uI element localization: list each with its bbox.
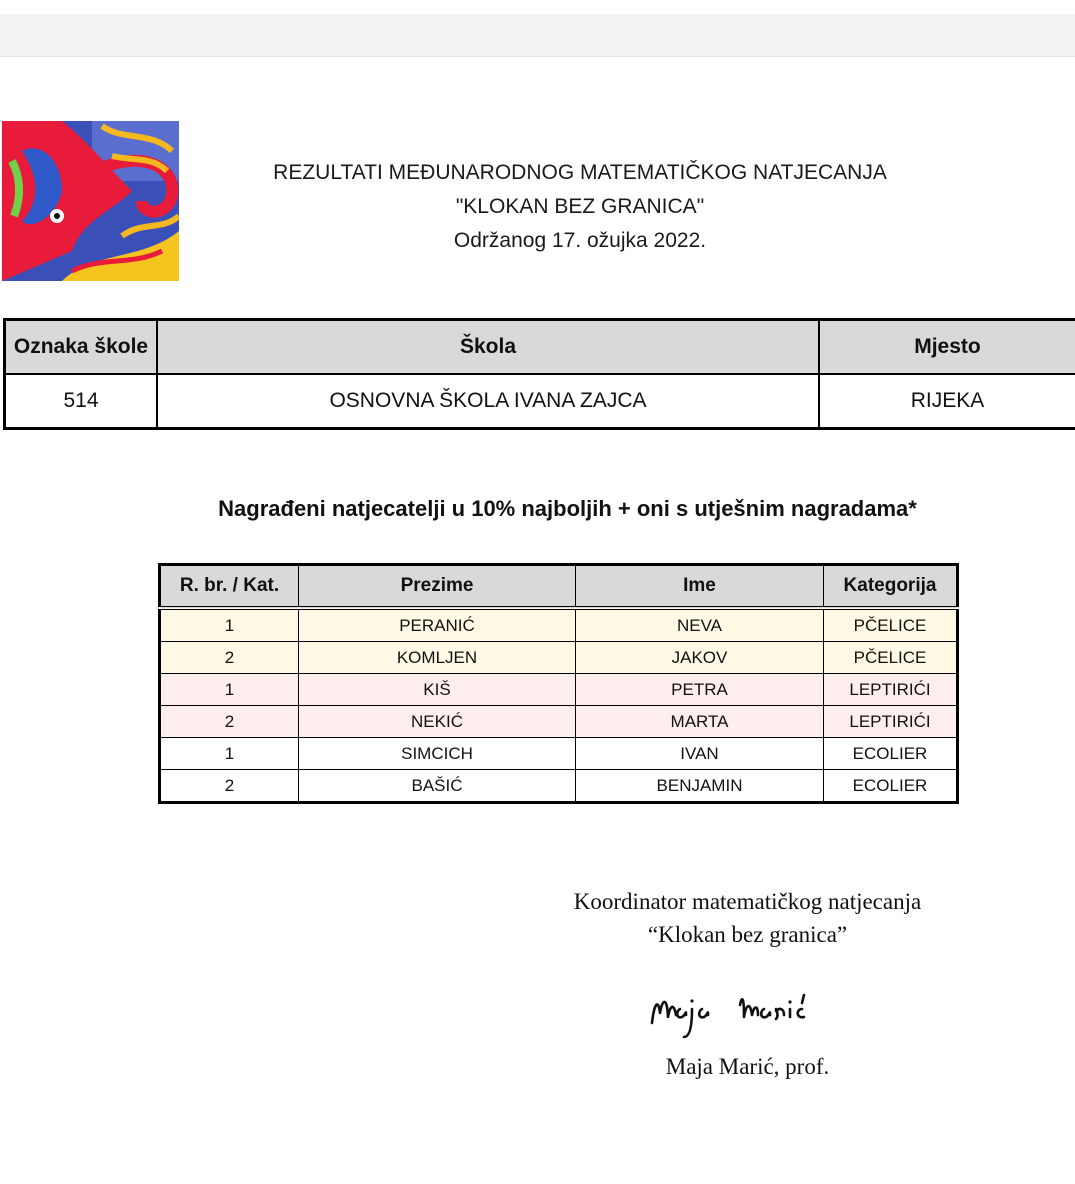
awards-table (158, 563, 959, 804)
table-row (160, 608, 958, 642)
klokan-logo (2, 121, 179, 281)
school-name: OSNOVNA ŠKOLA IVANA ZAJCA (157, 374, 819, 429)
row-name: NEVA (576, 608, 824, 642)
row-category: ECOLIER (824, 770, 958, 803)
row-surname: BAŠIĆ (299, 770, 576, 803)
row-rank: 2 (160, 706, 299, 738)
header-school: Škola (157, 320, 819, 375)
signer-name: Maja Marić, prof. (665, 1054, 830, 1079)
school-table (3, 318, 1075, 430)
header-line-1: REZULTATI MEĐUNARODNOG MATEMATIČKOG NATJECANJA (273, 161, 887, 184)
awards-title: Nagrađeni natjecatelji u 10% najboljih + oni s utješnim nagradama* (218, 496, 917, 521)
row-rank: 2 (160, 642, 299, 674)
row-surname: KOMLJEN (299, 642, 576, 674)
header-name: Ime (576, 565, 824, 609)
table-row (160, 738, 958, 770)
row-name: BENJAMIN (576, 770, 824, 803)
row-surname: SIMCICH (299, 738, 576, 770)
coordinator-block (520, 885, 975, 951)
row-surname: PERANIĆ (299, 608, 576, 642)
row-rank: 1 (160, 674, 299, 706)
row-category: LEPTIRIĆI (824, 706, 958, 738)
row-category: PČELICE (824, 608, 958, 642)
row-name: PETRA (576, 674, 824, 706)
row-category: LEPTIRIĆI (824, 674, 958, 706)
table-row (160, 770, 958, 803)
table-row (160, 642, 958, 674)
table-row (160, 674, 958, 706)
header-category: Kategorija (824, 565, 958, 609)
school-code: 514 (5, 374, 158, 429)
row-category: PČELICE (824, 642, 958, 674)
school-place: RIJEKA (819, 374, 1075, 429)
row-rank: 2 (160, 770, 299, 803)
header-school-code: Oznaka škole (5, 320, 158, 375)
row-surname: NEKIĆ (299, 706, 576, 738)
header-place: Mjesto (819, 320, 1075, 375)
header-line-3: Održanog 17. ožujka 2022. (453, 229, 707, 252)
awards-table-header (160, 565, 958, 609)
header-line-2: "KLOKAN BEZ GRANICA" (455, 195, 705, 218)
coordinator-title: Koordinator matematičkog natjecanja (573, 889, 922, 914)
row-rank: 1 (160, 738, 299, 770)
row-name: JAKOV (576, 642, 824, 674)
school-table-header (5, 320, 1075, 375)
browser-top-bar (0, 0, 1075, 57)
row-surname: KIŠ (299, 674, 576, 706)
signature-image (640, 975, 870, 1045)
header-surname: Prezime (299, 565, 576, 609)
row-name: IVAN (576, 738, 824, 770)
row-rank: 1 (160, 608, 299, 642)
row-name: MARTA (576, 706, 824, 738)
coordinator-competition: “Klokan bez granica” (647, 922, 848, 947)
table-row (160, 706, 958, 738)
school-table-row (5, 374, 1075, 429)
row-category: ECOLIER (824, 738, 958, 770)
document-header (180, 156, 980, 258)
header-rank: R. br. / Kat. (160, 565, 299, 609)
